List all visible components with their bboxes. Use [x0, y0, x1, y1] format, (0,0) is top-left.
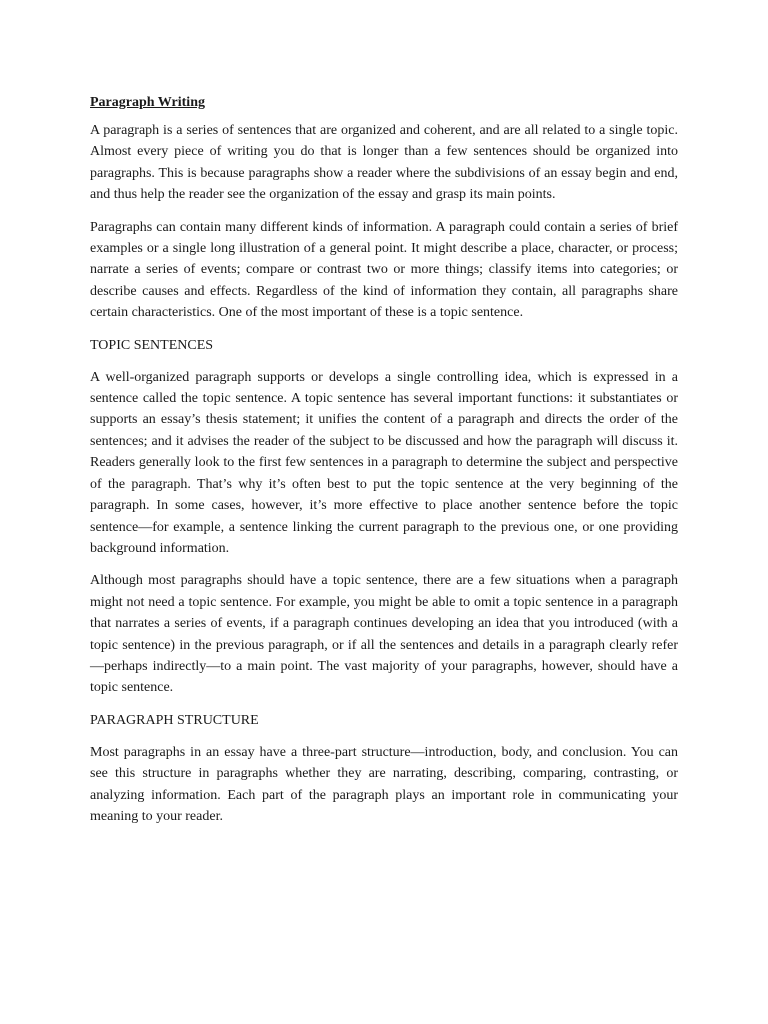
topic-sentences-paragraph-2: Although most paragraphs should have a topic sentence, there are a few situations when a paragraph might not need a topic sentence. For example, you might be able to omit a topic sentence in a paragraph that narrates a series of events, if a paragraph continues developing an idea that you introduced (with a topic sentence) in the previous paragraph, or if all the sentences and details in a paragraph clearly refer—perhaps indirectly—to a main point. The vast majority of your paragraphs, however, should have a topic sentence. — [90, 573, 678, 696]
paragraph-structure-paragraph-1: Most paragraphs in an essay have a three-part structure—introduction, body, and conclusion. You can see this structure in paragraphs whether they are narrating, describing, comparing, contrasting, or analyzing information. Each part of the paragraph plays an important role in communicating your meaning to your reader. — [90, 744, 678, 824]
section-heading-paragraph-structure: PARAGRAPH STRUCTURE — [90, 712, 259, 728]
document-page — [90, 92, 678, 838]
intro-paragraph-2: Paragraphs can contain many different kinds of information. A paragraph could contain a series of brief examples or a single long illustration of a general point. It might describe a place, character, or process; narrate a series of events; compare or contrast two or more things; classify items into categories; or describe causes and effects. Regardless of the kind of information they contain, all paragraphs share certain characteristics. One of the most important of these is a topic sentence. — [90, 219, 678, 321]
topic-sentences-paragraph-1: A well-organized paragraph supports or develops a single controlling idea, which is expressed in a sentence called the topic sentence. A topic sentence has several important functions: it substantiates or supports an essay’s thesis statement; it unifies the content of a paragraph and directs the order of the sentences; and it advises the reader of the subject to be discussed and how the paragraph will discuss it. Readers generally look to the first few sentences in a paragraph to determine the subject and perspective of the paragraph. That’s why it’s often best to put the topic sentence at the very beginning of the paragraph. In some cases, however, it’s more effective to place another sentence before the topic sentence—for example, a sentence linking the current paragraph to the previous one, or one providing background information. — [90, 369, 678, 556]
document-title: Paragraph Writing — [90, 95, 205, 110]
intro-paragraph-1: A paragraph is a series of sentences that are organized and coherent, and are all related to a single topic. Almost every piece of writing you do that is longer than a few sentences should be organized into paragraphs. This is because paragraphs show a reader where the subdivisions of an essay begin and end, and thus help the reader see the organization of the essay and grasp its main points. — [90, 123, 678, 203]
section-heading-topic-sentences: TOPIC SENTENCES — [90, 337, 214, 353]
